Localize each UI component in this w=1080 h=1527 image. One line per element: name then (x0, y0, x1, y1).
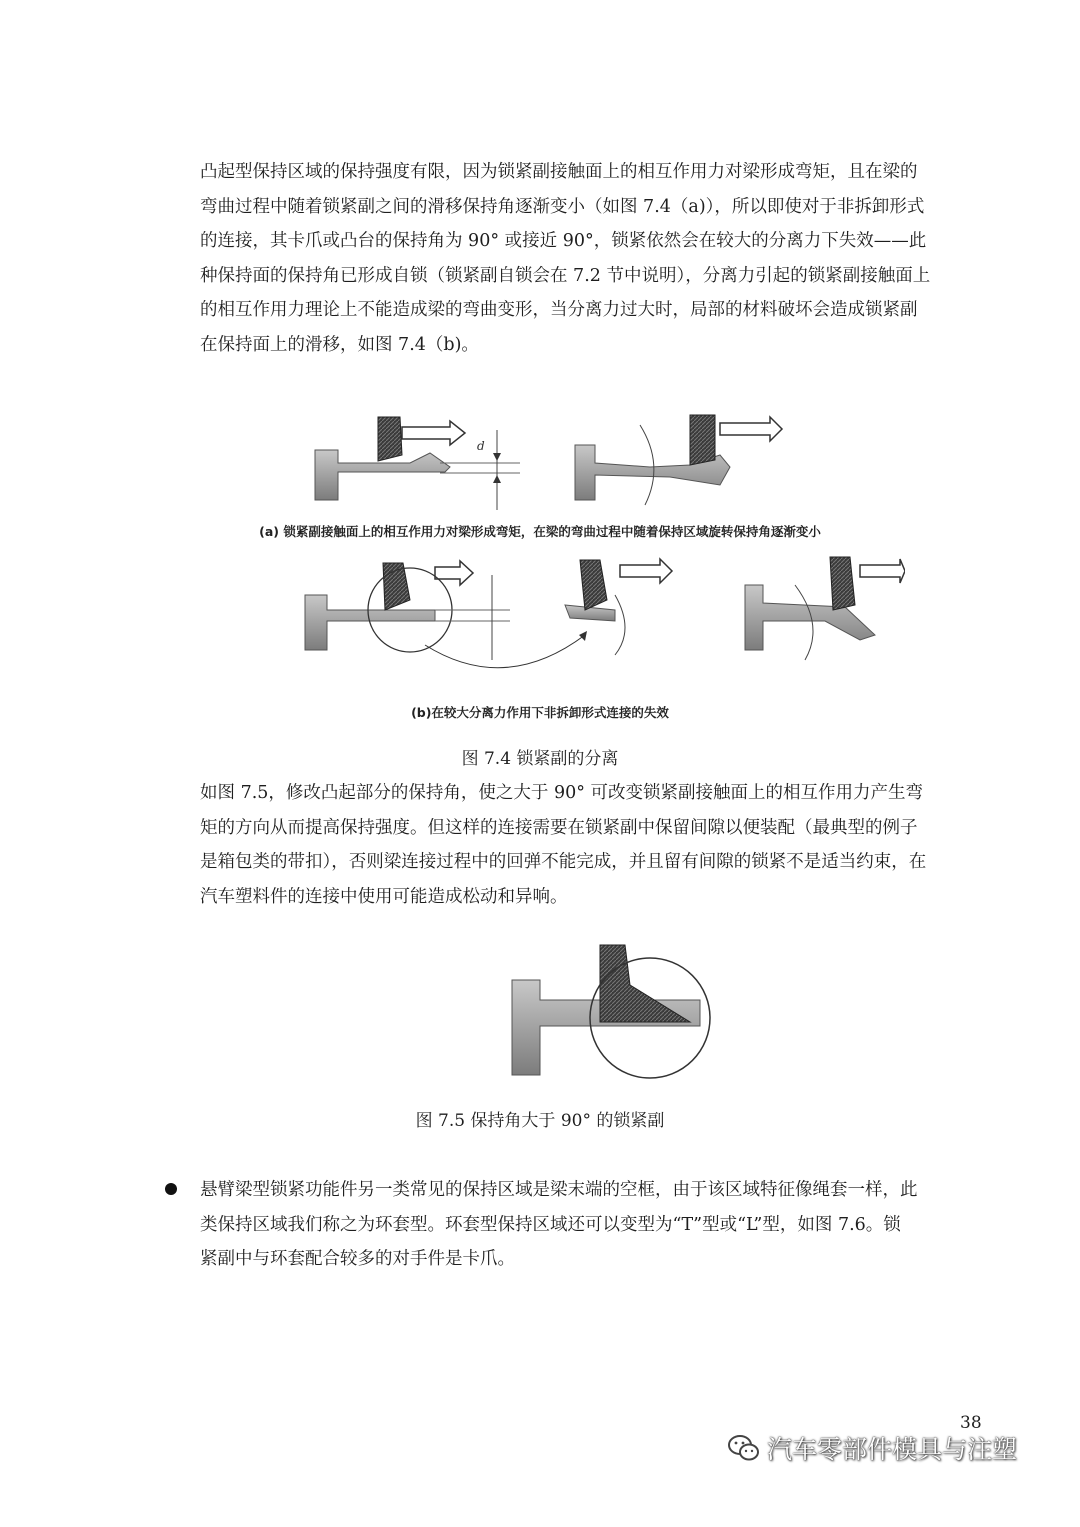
page-number: 38 (960, 1413, 982, 1433)
beam-left-b (305, 561, 587, 668)
paragraph-3-line-2: 类保持区域我们称之为环套型。环套型保持区域还可以变型为“T”型或“L”型，如图 7.6。锁 (200, 1214, 901, 1235)
paragraph-1-line-3: 的连接，其卡爪或凸台的保持角为 90° 或接近 90°，锁紧依然会在较大的分离力下失效——此 (200, 231, 927, 251)
paragraph-1 (200, 155, 990, 362)
beam-right-a (575, 415, 782, 505)
paragraph-2-line-3: 是箱包类的带扣），否则梁连接过程中的回弹不能完成，并且留有间隙的锁紧不是适当约束，在 (200, 852, 927, 872)
figure-7-5-caption: 图 7.5 保持角大于 90° 的锁紧副 (415, 1111, 665, 1131)
paragraph-2-line-4: 汽车塑料件的连接中使用可能造成松动和异响。 (200, 886, 568, 907)
paragraph-1-line-6: 在保持面上的滑移，如图 7.4（b)。 (200, 334, 479, 355)
paragraph-3-line-3: 紧副中与环套配合较多的对手件是卡爪。 (200, 1249, 515, 1269)
paragraph-3 (200, 1173, 990, 1277)
paragraph-1-line-4: 种保持面的保持角已形成自锁（锁紧副自锁会在 7.2 节中说明），分离力引起的锁紧副接触面上 (200, 265, 931, 286)
figure-7-4a-subcaption: (a) 锁紧副接触面上的相互作用力对梁形成弯矩，在梁的弯曲过程中随着保持区域旋转保持角逐渐变小 (259, 524, 821, 539)
beam-right-b (745, 557, 905, 660)
paragraph-3-line-1: 悬臂梁型锁紧功能件另一类常见的保持区域是梁末端的空框，由于该区域特征像绳套一样，此 (200, 1180, 918, 1200)
watermark-text: 汽车零部件模具与注塑 (767, 1435, 1018, 1464)
paragraph-1-line-1: 凸起型保持区域的保持强度有限，因为锁紧副接触面上的相互作用力对梁形成弯矩，且在梁的 (200, 162, 918, 182)
paragraph-1-line-2: 弯曲过程中随着锁紧副之间的滑移保持角逐渐变小（如图 7.4（a)），所以即使对于非拆卸形式 (200, 196, 925, 217)
paragraph-2-line-1: 如图 7.5，修改凸起部分的保持角，使之大于 90° 可改变锁紧副接触面上的相互作用力产生弯 (200, 783, 924, 803)
figure-7-4b-subcaption: (b)在较大分离力作用下非拆卸形式连接的失效 (411, 705, 669, 720)
paragraph-1-line-5: 的相互作用力理论上不能造成梁的弯曲变形，当分离力过大时，局部的材料破坏会造成锁紧副 (200, 300, 918, 320)
watermark (727, 1423, 1017, 1473)
beam-figure-7-5 (512, 945, 710, 1078)
figure-7-4-caption: 图 7.4 锁紧副的分离 (461, 749, 619, 769)
dimension-d-label: d (477, 439, 485, 453)
figure-7-4b (285, 555, 905, 685)
wechat-icon (727, 1433, 761, 1463)
bullet-point (165, 1183, 177, 1195)
paragraph-2 (200, 776, 990, 914)
paragraph-2-line-2: 矩的方向从而提高保持强度。但这样的连接需要在锁紧副中保留间隙以便装配（最典型的例子 (200, 817, 918, 838)
beam-middle-b (565, 559, 672, 655)
beam-left-a (315, 417, 520, 510)
figure-7-4a (290, 405, 890, 515)
figure-7-5 (500, 940, 740, 1090)
